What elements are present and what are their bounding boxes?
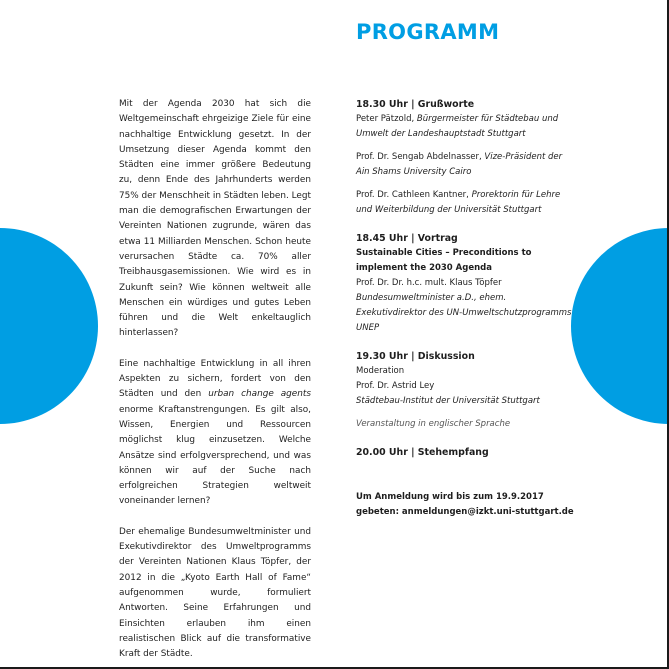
- session-2-time: 18.45 Uhr | Vortrag: [356, 233, 458, 244]
- page-title: PROGRAMM: [356, 20, 500, 44]
- speaker-role: Vize-Präsident der Ain Shams University Cairo: [356, 152, 563, 177]
- intro-paragraph-1: Mit der Agenda 2030 hat sich die Weltgemeinschaft ehrgeizige Ziele für eine nachhaltige Entwicklung gesetzt. In der Umsetzung dieser Agenda kommt den Städten eine immer größere Bedeutung zu, denn Ende des Jahrhunderts werden 75% der Menschheit in Städten leben. Legt man die demografischen Erwartungen der Vereinten Nationen zugrunde, wären das etwa 11 Milliarden Menschen. Schon heute verursachen Städte ca. 70% aller Treibhausgasemissionen. Wie wird es in Zukunft sein? Wie können weltweit alle Menschen ein würdiges und gutes Leben führen und die Welt enkeltauglich hinterlassen?: [119, 99, 311, 339]
- decorative-circle-left: [0, 228, 98, 424]
- talk-title: Sustainable Cities – Preconditions to implement the 2030 Agenda: [356, 248, 532, 273]
- moderator-name: Prof. Dr. Astrid Ley: [356, 381, 435, 391]
- speaker-name: Prof. Dr. Sengab Abdelnasser,: [356, 152, 485, 162]
- speaker-name: Prof. Dr. Cathleen Kantner,: [356, 190, 472, 200]
- session-3-time: 19.30 Uhr | Diskussion: [356, 351, 475, 362]
- session-1-time: 18.30 Uhr | Grußworte: [356, 99, 475, 110]
- speaker-name: Peter Pätzold,: [356, 114, 417, 124]
- speaker-role: Prorektorin für Lehre und Weiterbildung der Universität Stuttgart: [356, 190, 561, 215]
- intro-column: [119, 97, 311, 669]
- session-1-speaker-2: [356, 150, 576, 180]
- moderation-label: Moderation: [356, 366, 405, 376]
- keynote-speaker-role: Bundesumweltminister a.D., ehem. Exekutivdirektor des UN-Umweltschutzprogramms UNEP: [356, 293, 572, 333]
- session-1-speaker-1: [356, 112, 576, 142]
- intro-paragraph-2: [119, 357, 311, 510]
- session-4-time: 20.00 Uhr | Stehempfang: [356, 447, 489, 458]
- registration-note: Um Anmeldung wird bis zum 19.9.2017 gebeten: anmeldungen@izkt.uni-stuttgart.de: [356, 492, 574, 517]
- program-column: [356, 97, 576, 520]
- decorative-circle-right: [571, 228, 669, 424]
- intro-paragraph-2-start: Eine nachhaltige Entwicklung in all ihren Aspekten zu sichern, fordert von den Städten und den: [119, 358, 311, 400]
- intro-paragraph-2-end: enorme Kraftanstrengungen. Es gilt also, Wissen, Energien und Ressourcen möglichst klug einzusetzen. Welche Ansätze sind erfolgversprechend, und was können wir auf der Suche nach erfolgreichen Strategien weltweit voneinander lernen?: [119, 404, 311, 507]
- session-1-speaker-3: [356, 188, 576, 218]
- language-note: Veranstaltung in englischer Sprache: [356, 419, 511, 429]
- keynote-speaker: Prof. Dr. Dr. h.c. mult. Klaus Töpfer: [356, 278, 502, 288]
- moderator-role: Städtebau-Institut der Universität Stuttgart: [356, 396, 540, 406]
- intro-paragraph-3: Der ehemalige Bundesumweltminister und Exekutivdirektor des Umweltprogramms der Vereinten Nationen Klaus Töpfer, der 2012 in die „Kyoto Earth Hall of Fame“ aufgenommen wurde, formuliert Antworten. Seine Erfahrungen und Einsichten erlauben ihm einen realistischen Blick auf die transformative Kraft der Städte.: [119, 526, 311, 660]
- speaker-role: Bürgermeister für Städtebau und Umwelt der Landeshauptstadt Stuttgart: [356, 114, 559, 139]
- urban-change-agents-term: urban change agents: [208, 389, 311, 400]
